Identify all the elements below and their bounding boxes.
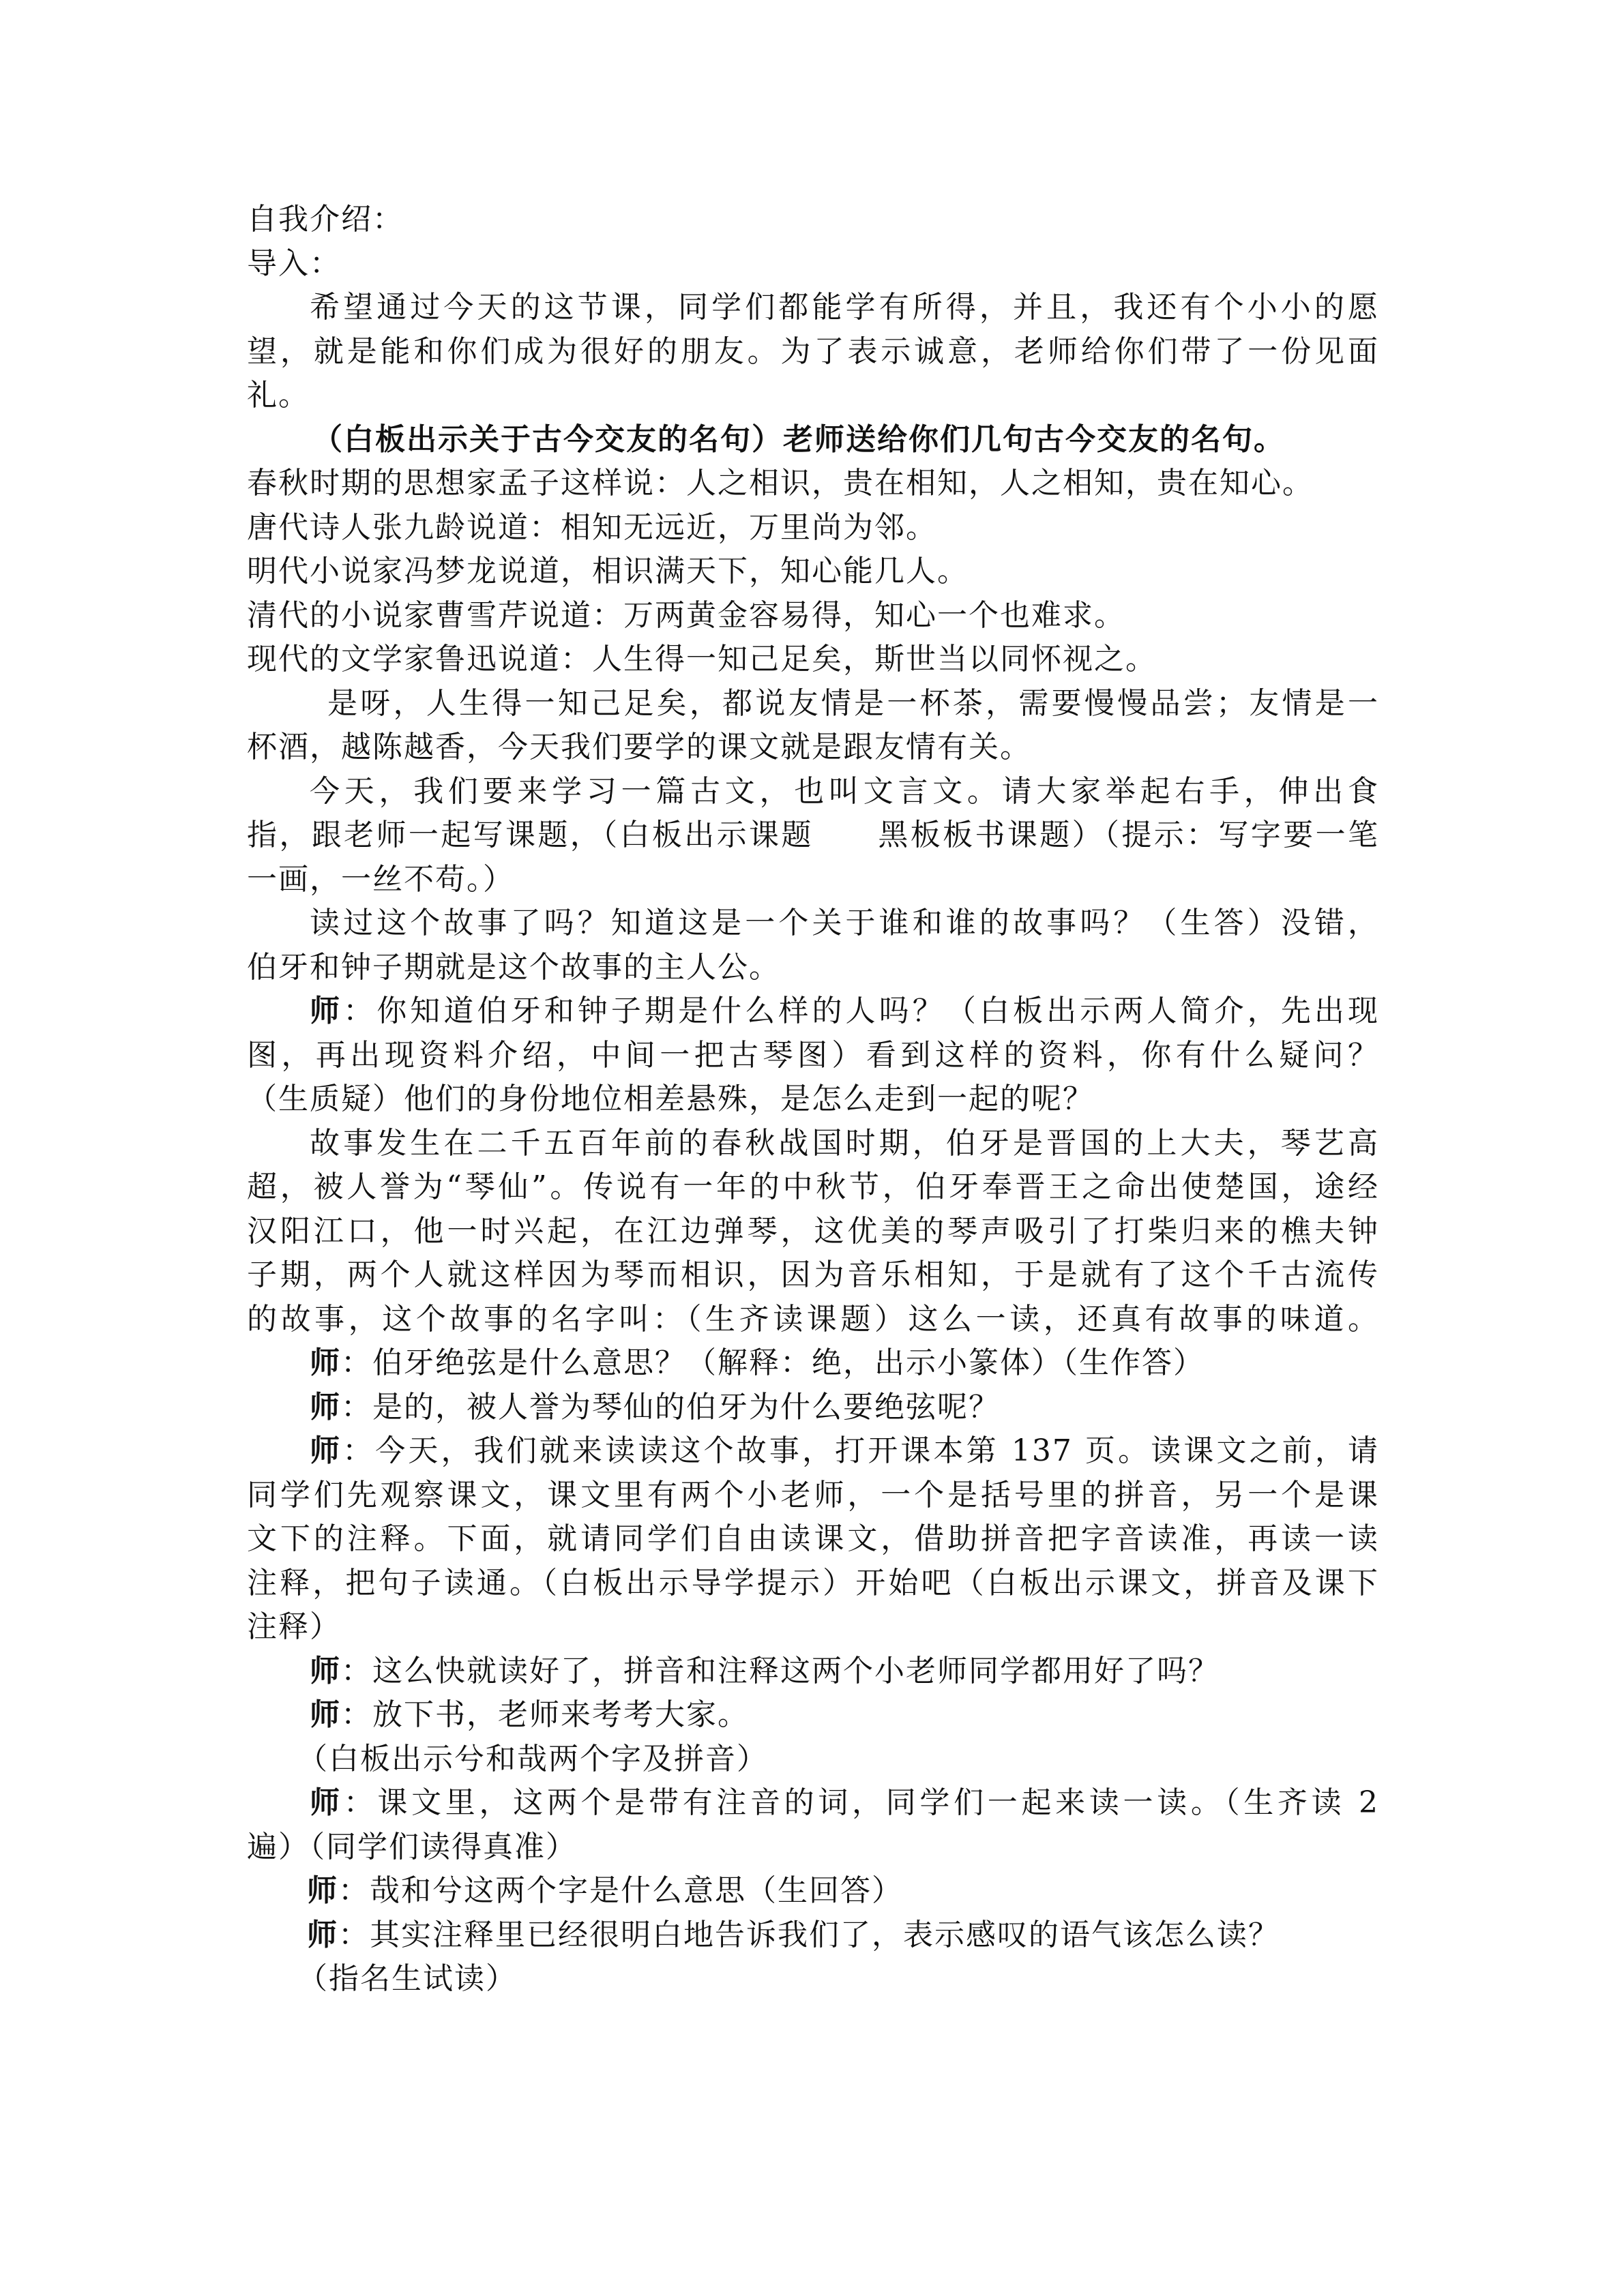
paragraph-line: 汉阳江口，他一时兴起，在江边弹琴，这优美的琴声吸引了打柴归来的樵夫钟 xyxy=(247,1213,1379,1249)
speaker-label: 师 xyxy=(310,1697,341,1732)
speaker-label: 师 xyxy=(310,1389,341,1425)
teacher-text: ：你知道伯牙和钟子期是什么样的人吗？（白板出示两人简介，先出现 xyxy=(343,994,1379,1028)
teacher-text: ：是的，被人誉为琴仙的伯牙为什么要绝弦呢？ xyxy=(341,1389,1000,1425)
teacher-line xyxy=(247,989,1379,1034)
speaker-label: 师 xyxy=(310,994,344,1028)
teacher-text: ：哉和兮这两个字是什么意思（生回答） xyxy=(338,1873,903,1908)
quote-line: 明代小说家冯梦龙说道，相识满天下，知心能几人。 xyxy=(247,554,969,588)
teacher-line xyxy=(247,1386,1379,1430)
paragraph-line: 今天，我们要来学习一篇古文，也叫文言文。请大家举起右手，伸出食 xyxy=(310,773,1379,809)
paragraph-line: 一画，一丝不苟。） xyxy=(247,861,514,897)
speaker-label: 师 xyxy=(307,1873,338,1908)
paragraph-line: （生质疑）他们的身份地位相差悬殊，是怎么走到一起的呢？ xyxy=(247,1082,1094,1116)
heading-self-intro: 自我介绍： xyxy=(247,202,404,237)
paragraph-line: 注释） xyxy=(247,1609,341,1644)
paragraph-line: 希望通过今天的这节课，同学们都能学有所得，并且，我还有个小小的愿 xyxy=(310,290,1379,325)
quote-line: 现代的文学家鲁迅说道：人生得一知己足矣，斯世当以同怀视之。 xyxy=(247,642,1157,676)
speaker-label: 师 xyxy=(310,1345,341,1380)
teacher-text: ：这么快就读好了，拼音和注释这两个小老师同学都用好了吗？ xyxy=(341,1653,1220,1688)
paragraph-line: 是呀，人生得一知己足矣，都说友情是一杯茶，需要慢慢品尝；友情是一 xyxy=(327,685,1379,721)
teacher-text: ：课文里，这两个是带有注音的词，同学们一起来读一读。（生齐读 2 xyxy=(343,1785,1379,1820)
paragraph-line: （指名生试读） xyxy=(297,1961,517,1996)
teacher-line xyxy=(247,1429,1379,1474)
quote-line: 唐代诗人张九龄说道：相知无远近，万里尚为邻。 xyxy=(247,509,937,545)
document-page xyxy=(247,198,1379,2001)
paragraph-line: 礼。 xyxy=(247,378,310,413)
teacher-line xyxy=(247,1869,1379,1913)
paragraph-line: 望，就是能和你们成为很好的朋友。为了表示诚意，老师给你们带了一份见面 xyxy=(247,333,1379,369)
paragraph-line: 伯牙和钟子期就是这个故事的主人公。 xyxy=(247,949,780,985)
teacher-text: ：伯牙绝弦是什么意思？（解释：绝，出示小篆体）（生作答） xyxy=(341,1345,1205,1380)
paragraph-line: 指，跟老师一起写课题，（白板出示课题 黑板板书课题）（提示：写字要一笔 xyxy=(247,818,1379,852)
paragraph-line: 的故事，这个故事的名字叫：（生齐读课题）这么一读，还真有故事的味道。 xyxy=(247,1301,1379,1337)
paragraph-line: 注释，把句子读通。（白板出示导学提示）开始吧（白板出示课文，拼音及课下 xyxy=(247,1565,1379,1600)
paragraph-line: （白板出示兮和哉两个字及拼音） xyxy=(297,1741,768,1776)
teacher-text: ：今天，我们就来读读这个故事，打开课本第 137 页。读课文之前，请 xyxy=(342,1433,1379,1468)
paragraph-line: 故事发生在二千五百年前的春秋战国时期，伯牙是晋国的上大夫，琴艺高 xyxy=(310,1125,1379,1161)
paragraph-line: 子期，两个人就这样因为琴而相识，因为音乐相知，于是就有了这个千古流传 xyxy=(247,1257,1379,1292)
paragraph-line: 遍）（同学们读得真准） xyxy=(247,1829,577,1864)
teacher-line xyxy=(247,1693,1379,1738)
speaker-label: 师 xyxy=(307,1917,338,1952)
speaker-label: 师 xyxy=(310,1653,341,1688)
bold-line: （白板出示关于古今交友的名句）老师送给你们几句古今交友的名句。 xyxy=(312,421,1285,457)
teacher-text: ：放下书，老师来考考大家。 xyxy=(341,1697,749,1732)
paragraph-line: 读过这个故事了吗？知道这是一个关于谁和谁的故事吗？（生答）没错， xyxy=(310,906,1379,940)
paragraph-line: 文下的注释。下面，就请同学们自由读课文，借助拼音把字音读准，再读一读 xyxy=(247,1521,1379,1556)
paragraph-line: 超，被人誉为“琴仙”。传说有一年的中秋节，伯牙奉晋王之命出使楚国，途经 xyxy=(247,1169,1379,1204)
quote-line: 春秋时期的思想家孟子这样说：人之相识，贵在相知，人之相知，贵在知心。 xyxy=(247,466,1314,501)
teacher-line xyxy=(247,1650,1379,1694)
paragraph-line: 杯酒，越陈越香，今天我们要学的课文就是跟友情有关。 xyxy=(247,730,1031,764)
speaker-label: 师 xyxy=(310,1785,344,1820)
teacher-line xyxy=(247,1913,1379,1958)
speaker-label: 师 xyxy=(310,1433,343,1468)
paragraph-line: 图，再出现资料介绍，中间一把古琴图）看到这样的资料，你有什么疑问？ xyxy=(247,1037,1379,1073)
teacher-line xyxy=(247,1341,1379,1386)
paragraph-line: 同学们先观察课文，课文里有两个小老师，一个是括号里的拼音，另一个是课 xyxy=(247,1477,1379,1512)
teacher-text: ：其实注释里已经很明白地告诉我们了，表示感叹的语气该怎么读？ xyxy=(338,1917,1280,1952)
heading-intro: 导入： xyxy=(247,245,341,281)
teacher-line xyxy=(247,1781,1379,1825)
quote-line: 清代的小说家曹雪芹说道：万两黄金容易得，知心一个也难求。 xyxy=(247,597,1125,633)
